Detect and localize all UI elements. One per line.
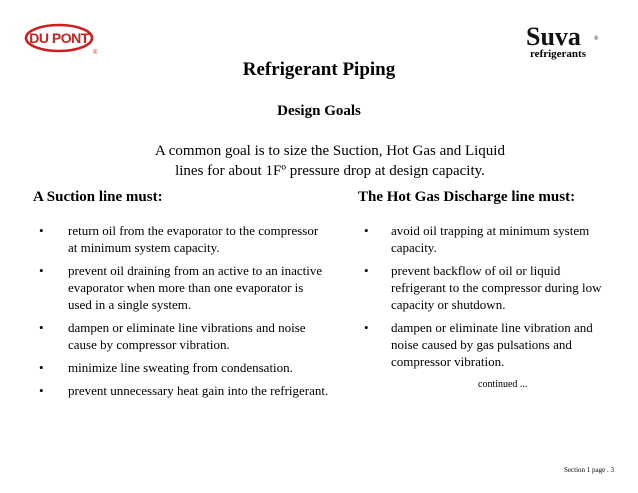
bullet-marker: • xyxy=(39,263,44,278)
list-item-text: prevent unnecessary heat gain into the refrigerant. xyxy=(68,383,329,398)
bullet-marker: • xyxy=(364,320,369,335)
list-item xyxy=(364,222,614,256)
page-footer: Section 1 page . 3 xyxy=(564,466,614,474)
list-item-text: return oil from the evaporator to the compressor at minimum system capacity. xyxy=(68,223,319,255)
suva-reg-mark: ® xyxy=(594,36,599,42)
list-item xyxy=(39,359,329,376)
suva-tagline: refrigerants xyxy=(530,48,586,60)
page-title: Refrigerant Piping xyxy=(242,59,396,80)
list-item-text: dampen or eliminate line vibration and noise caused by gas pulsations and compressor vibration. xyxy=(391,320,593,369)
suva-brand-name: Suva xyxy=(526,22,581,51)
bullet-marker: • xyxy=(39,320,44,335)
bullet-marker: • xyxy=(364,223,369,238)
list-item xyxy=(364,319,614,370)
hot-gas-line-heading: The Hot Gas Discharge line must: xyxy=(358,189,576,205)
list-item xyxy=(39,262,329,313)
list-item xyxy=(364,262,614,313)
bullet-marker: • xyxy=(364,263,369,278)
bullet-marker: • xyxy=(39,383,44,398)
list-item xyxy=(39,319,329,353)
page-subtitle: Design Goals xyxy=(277,103,361,119)
list-item xyxy=(39,382,329,399)
suction-line-heading: A Suction line must: xyxy=(33,189,163,205)
list-item-text: prevent backflow of oil or liquid refrigerant to the compressor during low capacity or shutdown. xyxy=(391,263,602,312)
dupont-logo-text: DU PONT xyxy=(29,30,89,46)
dupont-logo xyxy=(24,22,98,56)
list-item-text: prevent oil draining from an active to an inactive evaporator when more than one evaporator is used in a single system. xyxy=(68,263,323,312)
list-item-text: minimize line sweating from condensation. xyxy=(68,360,293,375)
list-item-text: dampen or eliminate line vibrations and noise cause by compressor vibration. xyxy=(68,320,306,352)
list-item-text: avoid oil trapping at minimum system capacity. xyxy=(391,223,590,255)
continued-note: continued ... xyxy=(478,379,528,390)
bullet-marker: • xyxy=(39,360,44,375)
dupont-reg-mark: ® xyxy=(93,50,98,56)
list-item xyxy=(39,222,329,256)
suction-requirements-list xyxy=(39,222,329,405)
bullet-marker: • xyxy=(39,223,44,238)
hot-gas-requirements-list xyxy=(364,222,614,376)
intro-paragraph: A common goal is to size the Suction, Hot Gas and Liquid lines for about 1Fº pressure drop at design capacity. xyxy=(155,143,505,179)
